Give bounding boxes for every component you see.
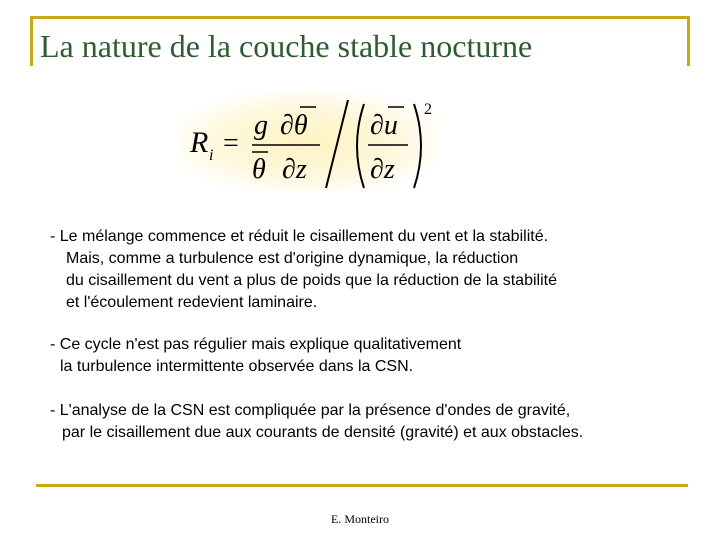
paragraph-line: et l'écoulement redevient laminaire. [66, 294, 318, 311]
formula-exponent: 2 [424, 101, 432, 118]
top-rule [30, 16, 690, 19]
right-paren [414, 104, 421, 188]
bottom-rule [36, 484, 688, 487]
richardson-formula [178, 92, 440, 192]
paragraph-mixing [50, 226, 557, 314]
formula-graphic [178, 92, 440, 192]
paragraph-line: par le cisaillement due aux courants de densité (gravité) et aux obstacles. [62, 424, 584, 441]
formula-equals: = [223, 128, 239, 159]
left-rule [30, 16, 33, 66]
formula-num2: ∂u [370, 110, 398, 141]
formula-den2: ∂z [370, 154, 395, 185]
division-slash [326, 100, 348, 188]
paragraph-line: - L'analyse de la CSN est compliquée par la présence d'ondes de gravité, [50, 402, 571, 419]
paragraph-line: du cisaillement du vent a plus de poids que la réduction de la stabilité [66, 272, 557, 289]
paragraph-analysis [50, 400, 583, 444]
paragraph-line: - Le mélange commence et réduit le cisaillement du vent et la stabilité. [50, 228, 549, 245]
formula-num1-right: ∂θ [280, 110, 308, 141]
footer-author: E. Monteiro [331, 512, 389, 526]
paragraph-line: - Ce cycle n'est pas régulier mais explique qualitativement [50, 336, 462, 353]
formula-lhs-subscript: i [209, 147, 214, 164]
formula-num1-left: g [254, 110, 268, 141]
formula-lhs: R [190, 126, 209, 159]
right-rule [687, 16, 690, 66]
paragraph-line: Mais, comme a turbulence est d'origine dynamique, la réduction [66, 250, 519, 267]
formula-den1-left: θ [252, 154, 266, 185]
slide-title: La nature de la couche stable nocturne [40, 28, 533, 64]
paragraph-line: la turbulence intermittente observée dans la CSN. [60, 358, 414, 375]
paragraph-cycle [50, 334, 461, 378]
formula-den1-right: ∂z [282, 154, 307, 185]
left-paren [357, 104, 364, 188]
